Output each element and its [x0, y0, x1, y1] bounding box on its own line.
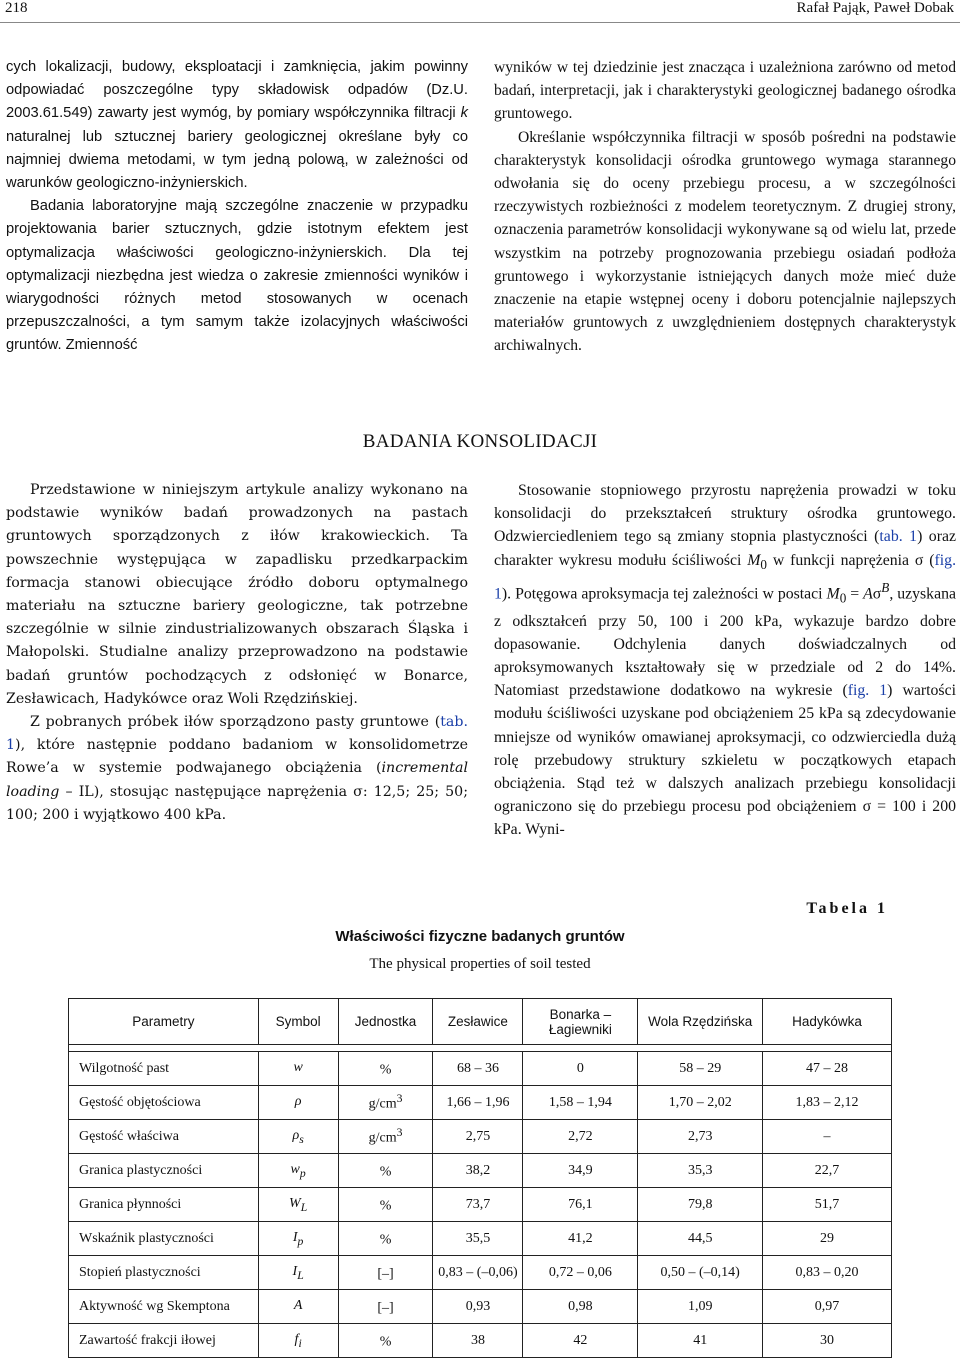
figure-reference-link[interactable]: fig. 1 [847, 682, 888, 700]
paragraph: Stosowanie stopniowego przyrostu naprężenia prowadzi w toku konsolidacji do przekształceń struktury ośrodka gruntowego. Odzwierciedleniem tego są zmiany stopnia plastyczności (tab. 1) oraz charakter wykresu modułu ściśliwości $M_0$ w funkcji naprężenia σ (fig. 1). Potęgowa aproksymacja tej zależności w postaci $M_0 = A\sigma^B$, uzyskana z odkształceń przy 50, 100 i 200 kPa, wykazuje bardzo dobre dopasowanie. Odchylenia danych doświadczalnych od aproksymowanych kształtowały się w przedziale od 2 do 14%. Natomiast przedstawione dodatkowo na wykresie (fig. 1) wartości modułu ściśliwości uzyskane pod obciążeniem 25 kPa są zdecydowanie mniejsze od wyników omawianej aproksymacji, co odzwierciedla dużą rolę przebudowy struktury szkieletu w początkowych etapach obciążenia. Stąd też w dalszych analizach przebiegu konsolidacji ograniczono się do przebiegu procesu pod obciążeniem σ = 100 i 200 kPa. Wyni- [494, 482, 957, 839]
value-cell: 41 [638, 1324, 763, 1358]
paragraph: cych lokalizacji, budowy, eksploatacji i zamknięcia, jakim powinny odpowiadać poszczególne typy składowisk odpadów (Dz.U. 2003.61.549) zawarty jest wymóg, by pomiary współczynnika filtracji k naturalnej lub sztucznej bariery geologicznej określane były co najmniej dwiema metodami, w tym jedną polową, w zależności od warunków geologiczno-inżynierskich. [6, 59, 468, 192]
paragraph: Badania laboratoryjne mają szczególne znaczenie w przypadku projektowania barier sztucznych, gdzie istotnym efektem jest optymalizacja właściwości geologiczno-inżynierskich. Dla tej optymalizacji niezbędna jest wiedza o zakresie zmienności wyników i wiarygodności różnych metod stosowanych w ocenach przepuszczalności, a tym samym także izolacyjnych właściwości gruntów. Zmienność [6, 198, 468, 354]
column-header: Jednostka [338, 999, 433, 1045]
table-spacer [69, 1045, 892, 1052]
unit-cell: % [338, 1052, 433, 1086]
value-cell: 0 [523, 1052, 638, 1086]
symbol-cell: $I_L$ [258, 1256, 338, 1290]
table-subtitle: The physical properties of soil tested [369, 956, 591, 972]
running-authors: Rafał Pająk, Paweł Dobak [796, 0, 954, 16]
symbol-cell: $I_p$ [258, 1222, 338, 1256]
param-cell: Granica plastyczności [69, 1154, 259, 1188]
page-number: 218 [5, 0, 28, 16]
value-cell: 38,2 [433, 1154, 523, 1188]
value-cell: 22,7 [763, 1154, 892, 1188]
unit-cell: % [338, 1222, 433, 1256]
table-row [69, 1188, 892, 1222]
value-cell: 1,70 – 2,02 [638, 1086, 763, 1120]
properties-table [68, 998, 892, 1358]
column-header: Wola Rzędzińska [638, 999, 763, 1045]
table-header-row [69, 999, 892, 1045]
table-row [69, 1324, 892, 1358]
symbol-cell: $\rho_s$ [258, 1120, 338, 1154]
value-cell: 35,5 [433, 1222, 523, 1256]
value-cell: 79,8 [638, 1188, 763, 1222]
value-cell: 0,72 – 0,06 [523, 1256, 638, 1290]
value-cell: 0,83 – 0,20 [763, 1256, 892, 1290]
figure-reference-link[interactable]: fig. 1 [494, 551, 957, 603]
paragraph: wyników w tej dziedzinie jest znacząca i uzależniona zarówno od metod badań, interpretacji, jak i charakterystyki geologicznej badanego ośrodka gruntowego. [494, 59, 956, 123]
value-cell: 1,83 – 2,12 [763, 1086, 892, 1120]
unit-cell: % [338, 1324, 433, 1358]
value-cell: 1,66 – 1,96 [433, 1086, 523, 1120]
table-row [69, 1120, 892, 1154]
param-cell: Gęstość objętościowa [69, 1086, 259, 1120]
param-cell: Wilgotność past [69, 1052, 259, 1086]
value-cell: 38 [433, 1324, 523, 1358]
section-heading: BADANIA KONSOLIDACJI [362, 431, 598, 452]
value-cell: 30 [763, 1324, 892, 1358]
table-label: Tabela 1 [806, 900, 888, 917]
paragraph: Z pobranych próbek iłów sporządzono pasty gruntowe (tab. 1), które następnie poddano badaniom w konsolidometrze Rowe’a w systemie podwajanego obciążenia (incremental loading – IL), stosując następujące naprężenia σ: 12,5; 25; 50; 100; 200 i wyjątkowo 400 kPa. [6, 714, 468, 823]
symbol-cell: w [258, 1052, 338, 1086]
unit-cell: % [338, 1154, 433, 1188]
value-cell: 1,09 [638, 1290, 763, 1324]
value-cell: 42 [523, 1324, 638, 1358]
value-cell: 2,75 [433, 1120, 523, 1154]
table-row [69, 1222, 892, 1256]
symbol-cell: $w_p$ [258, 1154, 338, 1188]
value-cell: 29 [763, 1222, 892, 1256]
unit-cell: % [338, 1188, 433, 1222]
unit-cell: [–] [338, 1256, 433, 1290]
value-cell: 44,5 [638, 1222, 763, 1256]
value-cell: 58 – 29 [638, 1052, 763, 1086]
value-cell: 0,98 [523, 1290, 638, 1324]
column-header: Hadykówka [763, 999, 892, 1045]
param-cell: Gęstość właściwa [69, 1120, 259, 1154]
value-cell: 51,7 [763, 1188, 892, 1222]
unit-cell: [–] [338, 1290, 433, 1324]
value-cell: 2,73 [638, 1120, 763, 1154]
param-cell: Aktywność wg Skemptona [69, 1290, 259, 1324]
symbol-cell: $f_i$ [258, 1324, 338, 1358]
param-cell: Stopień plastyczności [69, 1256, 259, 1290]
table-row [69, 1290, 892, 1324]
column-header: Parametry [69, 999, 259, 1045]
value-cell: 73,7 [433, 1188, 523, 1222]
column-header: Symbol [258, 999, 338, 1045]
table-reference-link[interactable]: tab. 1 [6, 714, 468, 754]
top-right-column [494, 56, 956, 358]
running-header [0, 0, 960, 23]
mid-left-column [6, 479, 468, 827]
value-cell: 34,9 [523, 1154, 638, 1188]
value-cell: 68 – 36 [433, 1052, 523, 1086]
value-cell: 0,50 – (–0,14) [638, 1256, 763, 1290]
symbol-cell: A [258, 1290, 338, 1324]
table-row [69, 1256, 892, 1290]
value-cell: 76,1 [523, 1188, 638, 1222]
mid-right-column [494, 479, 956, 842]
value-cell: 35,3 [638, 1154, 763, 1188]
unit-cell: $g/cm^3$ [338, 1120, 433, 1154]
column-header: Zesławice [433, 999, 523, 1045]
table-row [69, 1086, 892, 1120]
table-title: Właściwości fizyczne badanych gruntów [335, 928, 625, 945]
column-header: Bonarka – Łagiewniki [523, 999, 638, 1045]
value-cell: 47 – 28 [763, 1052, 892, 1086]
table-row [69, 1154, 892, 1188]
table-row [69, 1052, 892, 1086]
symbol-cell: ρ [258, 1086, 338, 1120]
paragraph: Przedstawione w niniejszym artykule analizy wykonano na podstawie wyników badań prowadzonych na pastach gruntowych sporządzonych z iłów krakowieckich. Ta powszechnie występująca w zapadlisku przedkarpackim formacja stanowi obiecujące źródło doboru optymalnego materiału na sztuczne bariery geologiczne, tak potrzebne szczególnie w silnie zindustrializowanych obszarach Śląska i Małopolski. Studialne analizy przeprowadzono na podstawie badań gruntów pochodzących z odsłonięć w Bonarce, Zesławicach, Hadykówce oraz Woli Rzędzińskiej. [6, 482, 468, 707]
unit-cell: $g/cm^3$ [338, 1086, 433, 1120]
param-cell: Wskaźnik plastyczności [69, 1222, 259, 1256]
param-cell: Granica płynności [69, 1188, 259, 1222]
value-cell: 2,72 [523, 1120, 638, 1154]
value-cell: 41,2 [523, 1222, 638, 1256]
value-cell: 1,58 – 1,94 [523, 1086, 638, 1120]
param-cell: Zawartość frakcji iłowej [69, 1324, 259, 1358]
paragraph: Określanie współczynnika filtracji w sposób pośredni na podstawie charakterystyk konsolidacji ośrodka gruntowego wymaga starannego odwołania się do oceny przebiegu procesu, a w szczególności rzeczywistych rozbieżności z modelem teoretycznym. Z drugiej strony, oznaczenia parametrów konsolidacji wykonywane są od wielu lat, przede wszystkim na potrzeby prognozowania przebiegu osiadań podłoża gruntowego i wykorzystanie istniejących danych może mieć duże znaczenie na etapie wstępnej oceny i doboru potencjalnie najlepszych materiałów gruntowych z uwzględnieniem dostępnych charakterystyk archiwalnych. [494, 128, 956, 355]
value-cell: – [763, 1120, 892, 1154]
top-left-column [6, 56, 468, 358]
value-cell: 0,83 – (–0,06) [433, 1256, 523, 1290]
value-cell: 0,97 [763, 1290, 892, 1324]
symbol-cell: $W_L$ [258, 1188, 338, 1222]
value-cell: 0,93 [433, 1290, 523, 1324]
table-reference-link[interactable]: tab. 1 [879, 528, 918, 546]
